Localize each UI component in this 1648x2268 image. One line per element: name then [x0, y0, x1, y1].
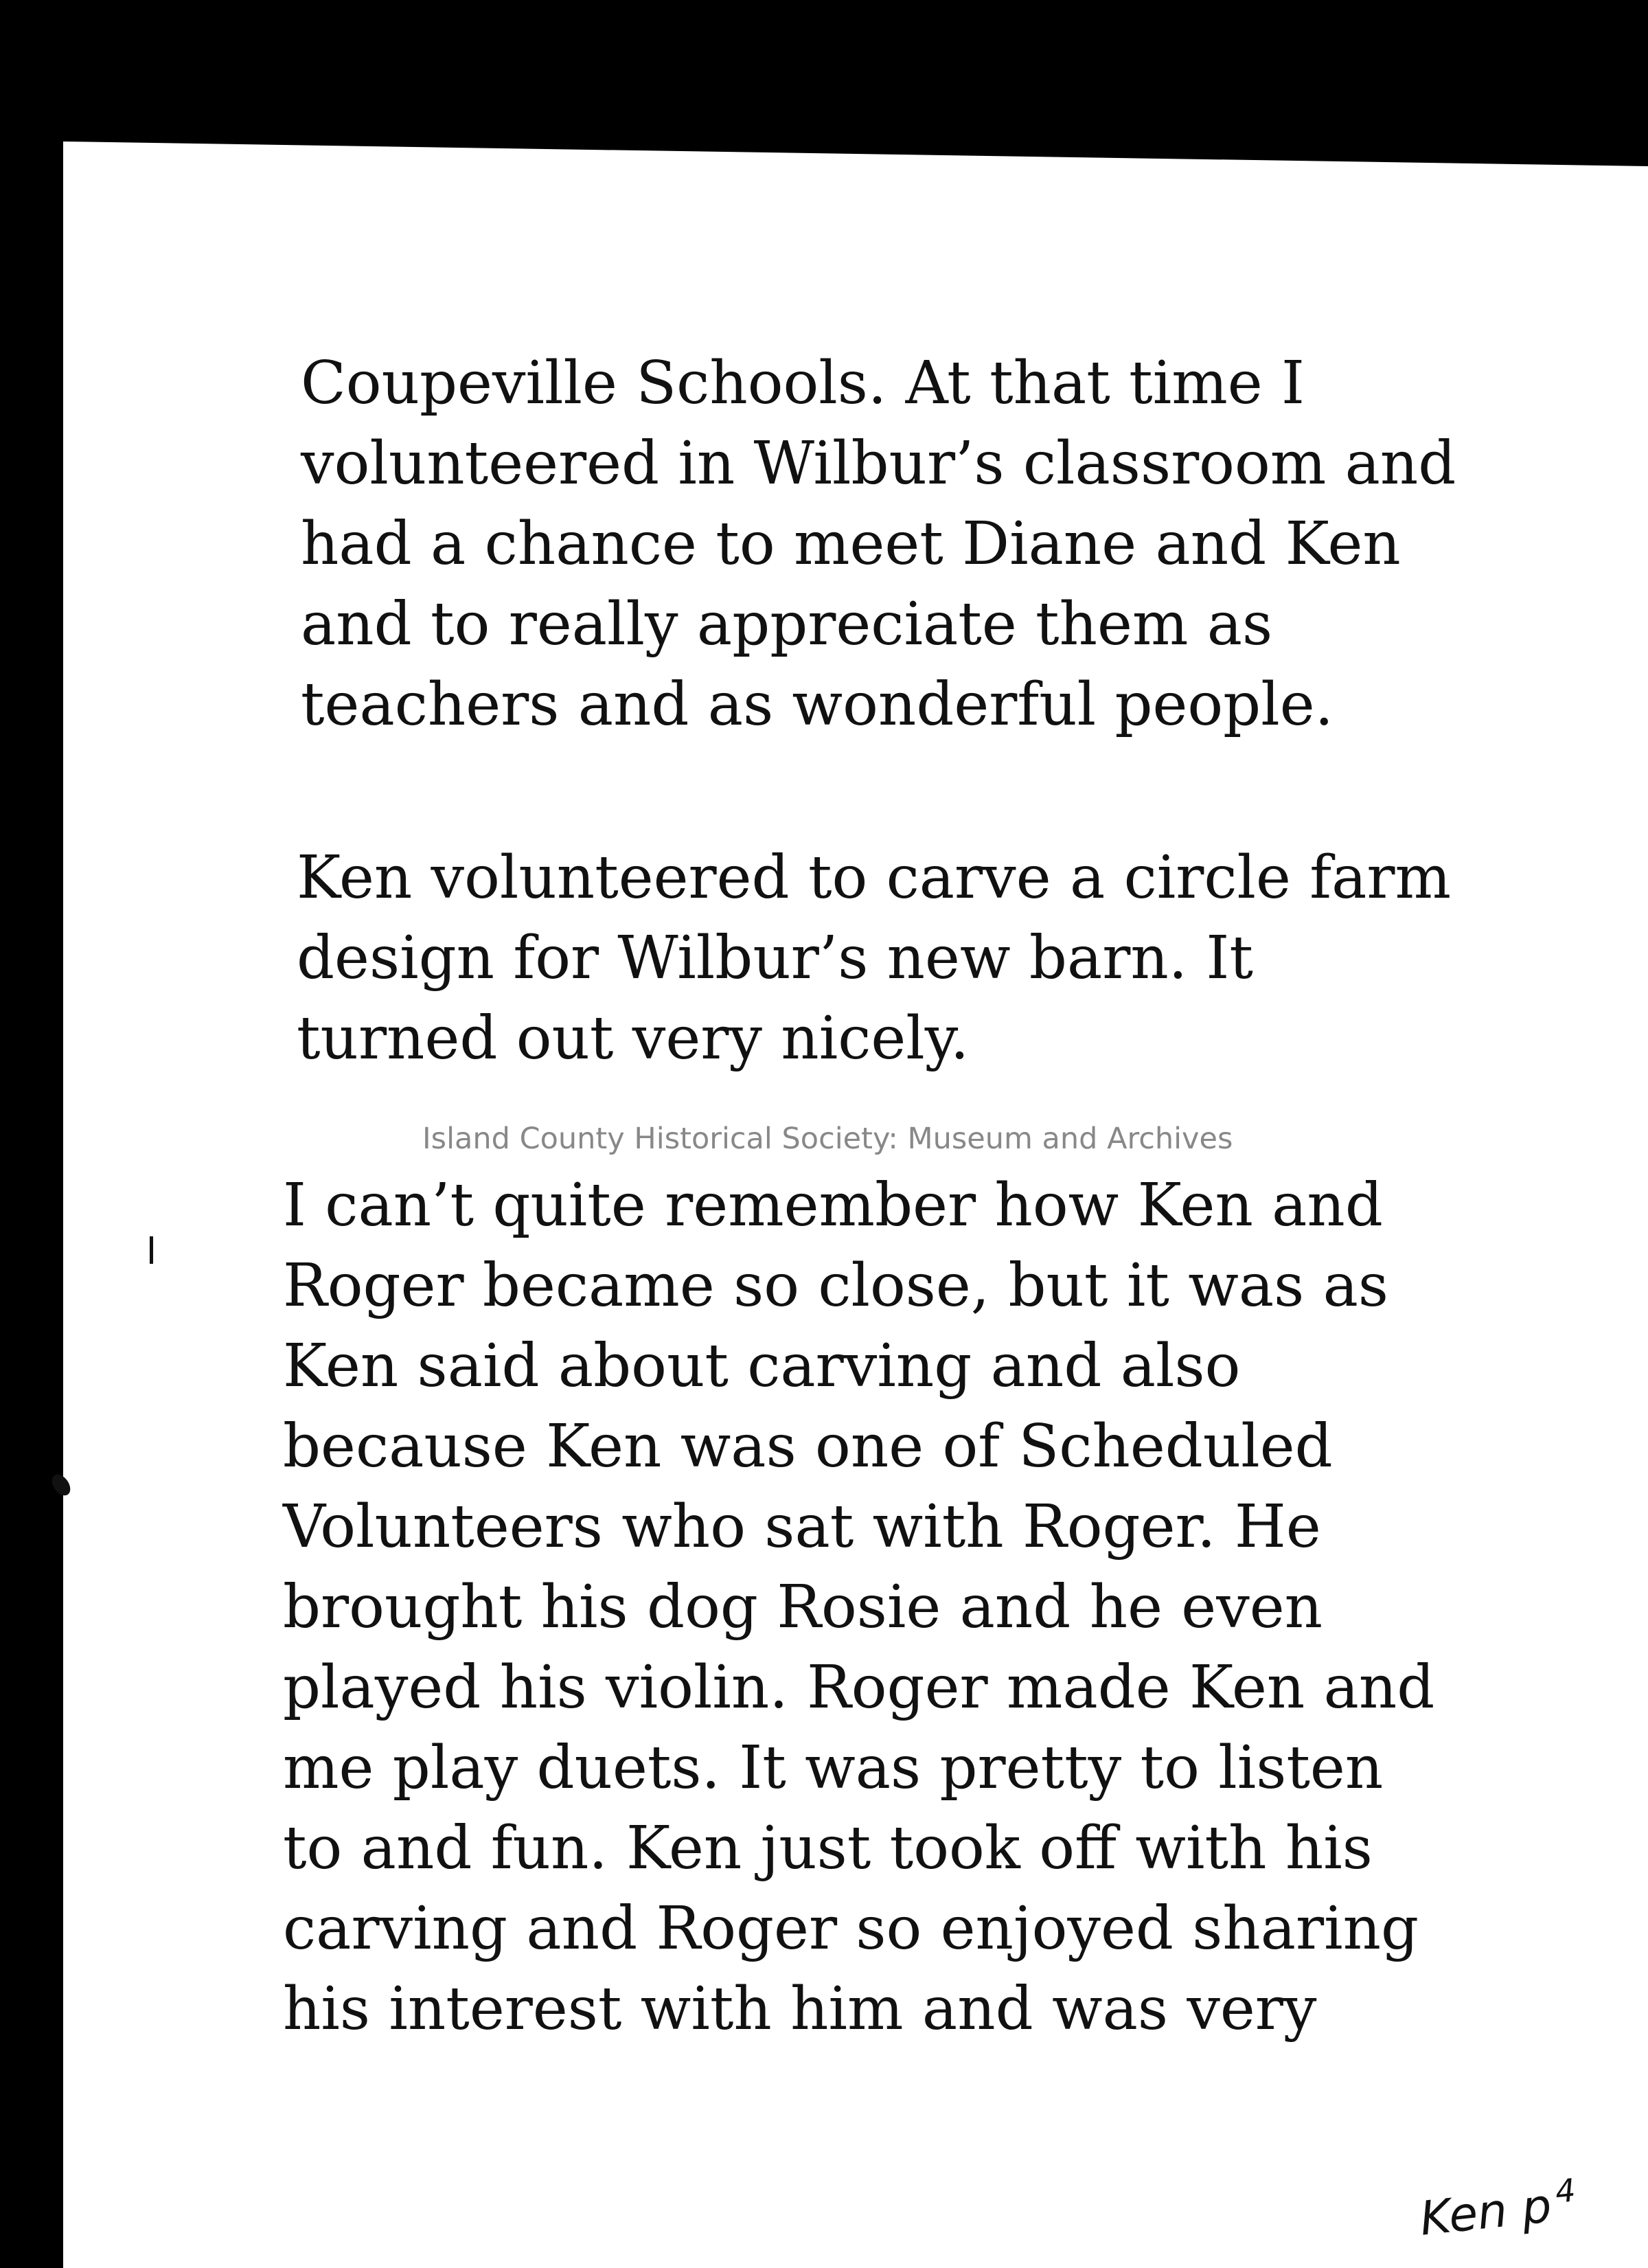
text-line: Ken said about carving and also — [283, 1332, 1241, 1401]
paragraph-1 — [301, 343, 1456, 745]
text-line: Coupeville Schools. At that time I — [301, 349, 1305, 418]
handwritten-note-text: Ken p — [1417, 2179, 1555, 2247]
text-line: Roger became so close, but it was as — [283, 1251, 1388, 1320]
paragraph-2 — [297, 838, 1451, 1079]
text-line: I can’t quite remember how Ken and — [283, 1171, 1383, 1240]
handwritten-page-number: 4 — [1553, 2171, 1577, 2211]
paragraph-3 — [283, 1166, 1434, 2050]
text-line: carving and Roger so enjoyed sharing — [283, 1894, 1419, 1963]
archive-watermark: Island County Historical Society: Museum and Archives — [422, 1122, 1233, 1156]
text-line: turned out very nicely. — [297, 1004, 970, 1073]
text-line: played his violin. Roger made Ken and — [283, 1653, 1435, 1722]
text-line: teachers and as wonderful people. — [301, 670, 1334, 739]
scan-speck — [150, 1236, 153, 1264]
text-line: and to really appreciate them as — [301, 590, 1273, 659]
text-line: brought his dog Rosie and he even — [283, 1573, 1323, 1642]
text-line: volunteered in Wilbur’s classroom and — [301, 429, 1456, 498]
text-line: Volunteers who sat with Roger. He — [283, 1493, 1321, 1561]
text-line: to and fun. Ken just took off with his — [283, 1814, 1373, 1883]
text-line: Ken volunteered to carve a circle farm — [297, 843, 1452, 912]
text-line: design for Wilbur’s new barn. It — [297, 924, 1253, 993]
text-line: because Ken was one of Scheduled — [283, 1412, 1333, 1481]
text-line: his interest with him and was very — [283, 1975, 1317, 2043]
text-line: had a chance to meet Diane and Ken — [301, 510, 1401, 578]
text-line: me play duets. It was pretty to listen — [283, 1734, 1384, 1802]
